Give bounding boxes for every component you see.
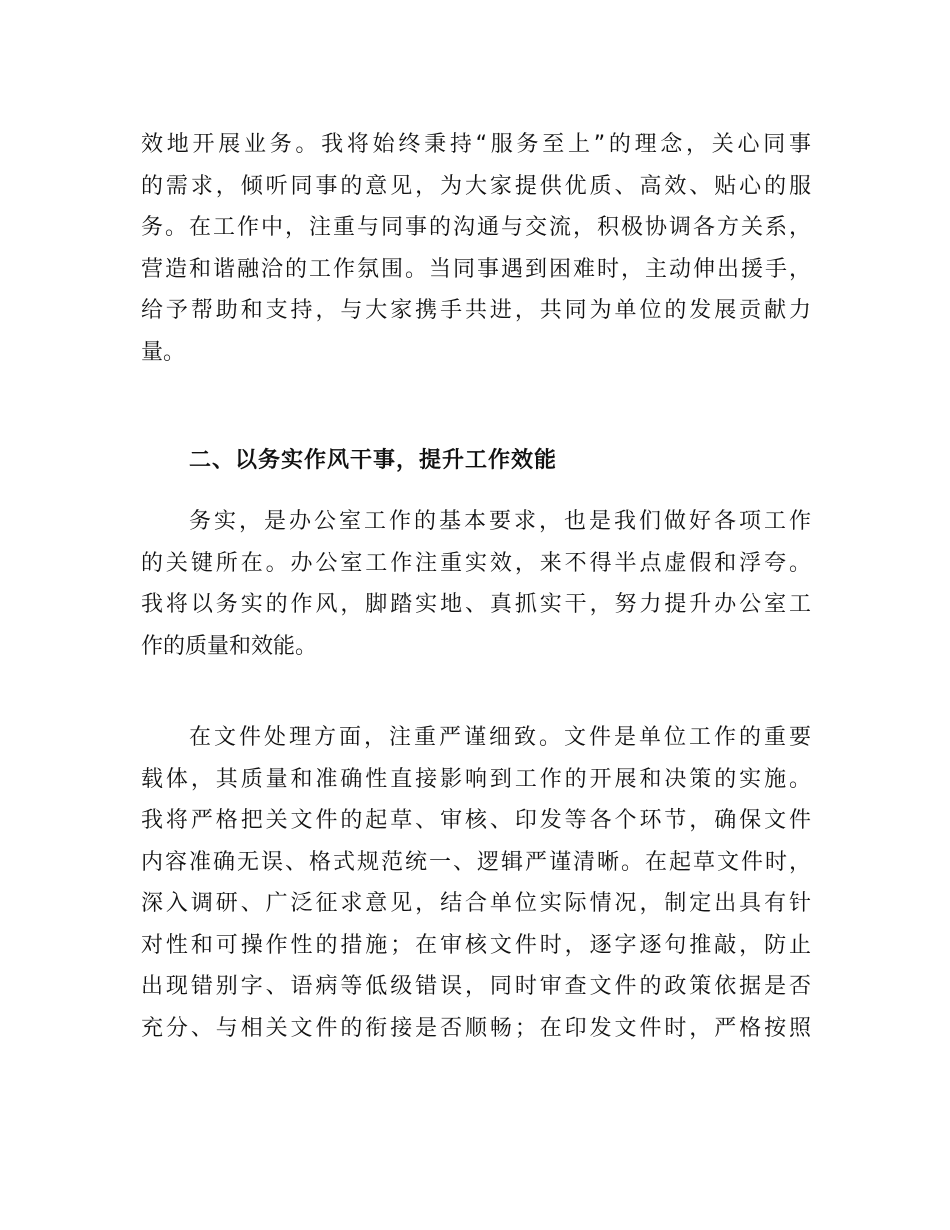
text-line: 效地开展业务。我将始终秉持“服务至上”的理念，关心同事 — [141, 132, 811, 157]
paragraph-documents — [141, 717, 811, 1049]
text-line: 出现错别字、语病等低级错误，同时审查文件的政策依据是否 — [141, 974, 811, 999]
text-line: 对性和可操作性的措施；在审核文件时，逐字逐句推敲，防止 — [141, 932, 811, 958]
text-line: 量。 — [141, 339, 186, 365]
text-line: 务。在工作中，注重与同事的沟通与交流，积极协调各方关系， — [141, 215, 811, 240]
text-line: 载体，其质量和准确性直接影响到工作的开展和决策的实施。 — [141, 766, 811, 792]
paragraph-service — [141, 124, 811, 373]
text-line: 充分、与相关文件的衔接是否顺畅；在印发文件时，严格按照 — [141, 1015, 811, 1041]
text-line: 内容准确无误、格式规范统一、逻辑严谨清晰。在起草文件时， — [141, 849, 811, 875]
text-line: 作的质量和效能。 — [141, 633, 318, 659]
text-line: 深入调研、广泛征求意见，结合单位实际情况，制定出具有针 — [141, 891, 811, 916]
text-line: 营造和谐融洽的工作氛围。当同事遇到困难时，主动伸出援手， — [141, 256, 811, 282]
text-line: 的关键所在。办公室工作注重实效，来不得半点虚假和浮夸。 — [141, 550, 811, 576]
section-heading: 二、以务实作风干事，提升工作效能 — [189, 448, 558, 473]
text-line: 我将以务实的作风，脚踏实地、真抓实干，努力提升办公室工 — [141, 592, 811, 617]
text-line: 务实，是办公室工作的基本要求，也是我们做好各项工作 — [189, 509, 811, 534]
paragraph-pragmatic — [141, 501, 811, 667]
text-line: 在文件处理方面，注重严谨细致。文件是单位工作的重要 — [189, 725, 811, 750]
text-line: 给予帮助和支持，与大家携手共进，共同为单位的发展贡献力 — [141, 298, 811, 323]
text-line: 的需求，倾听同事的意见，为大家提供优质、高效、贴心的服 — [141, 173, 811, 199]
text-line: 我将严格把关文件的起草、审核、印发等各个环节，确保文件 — [141, 808, 811, 833]
